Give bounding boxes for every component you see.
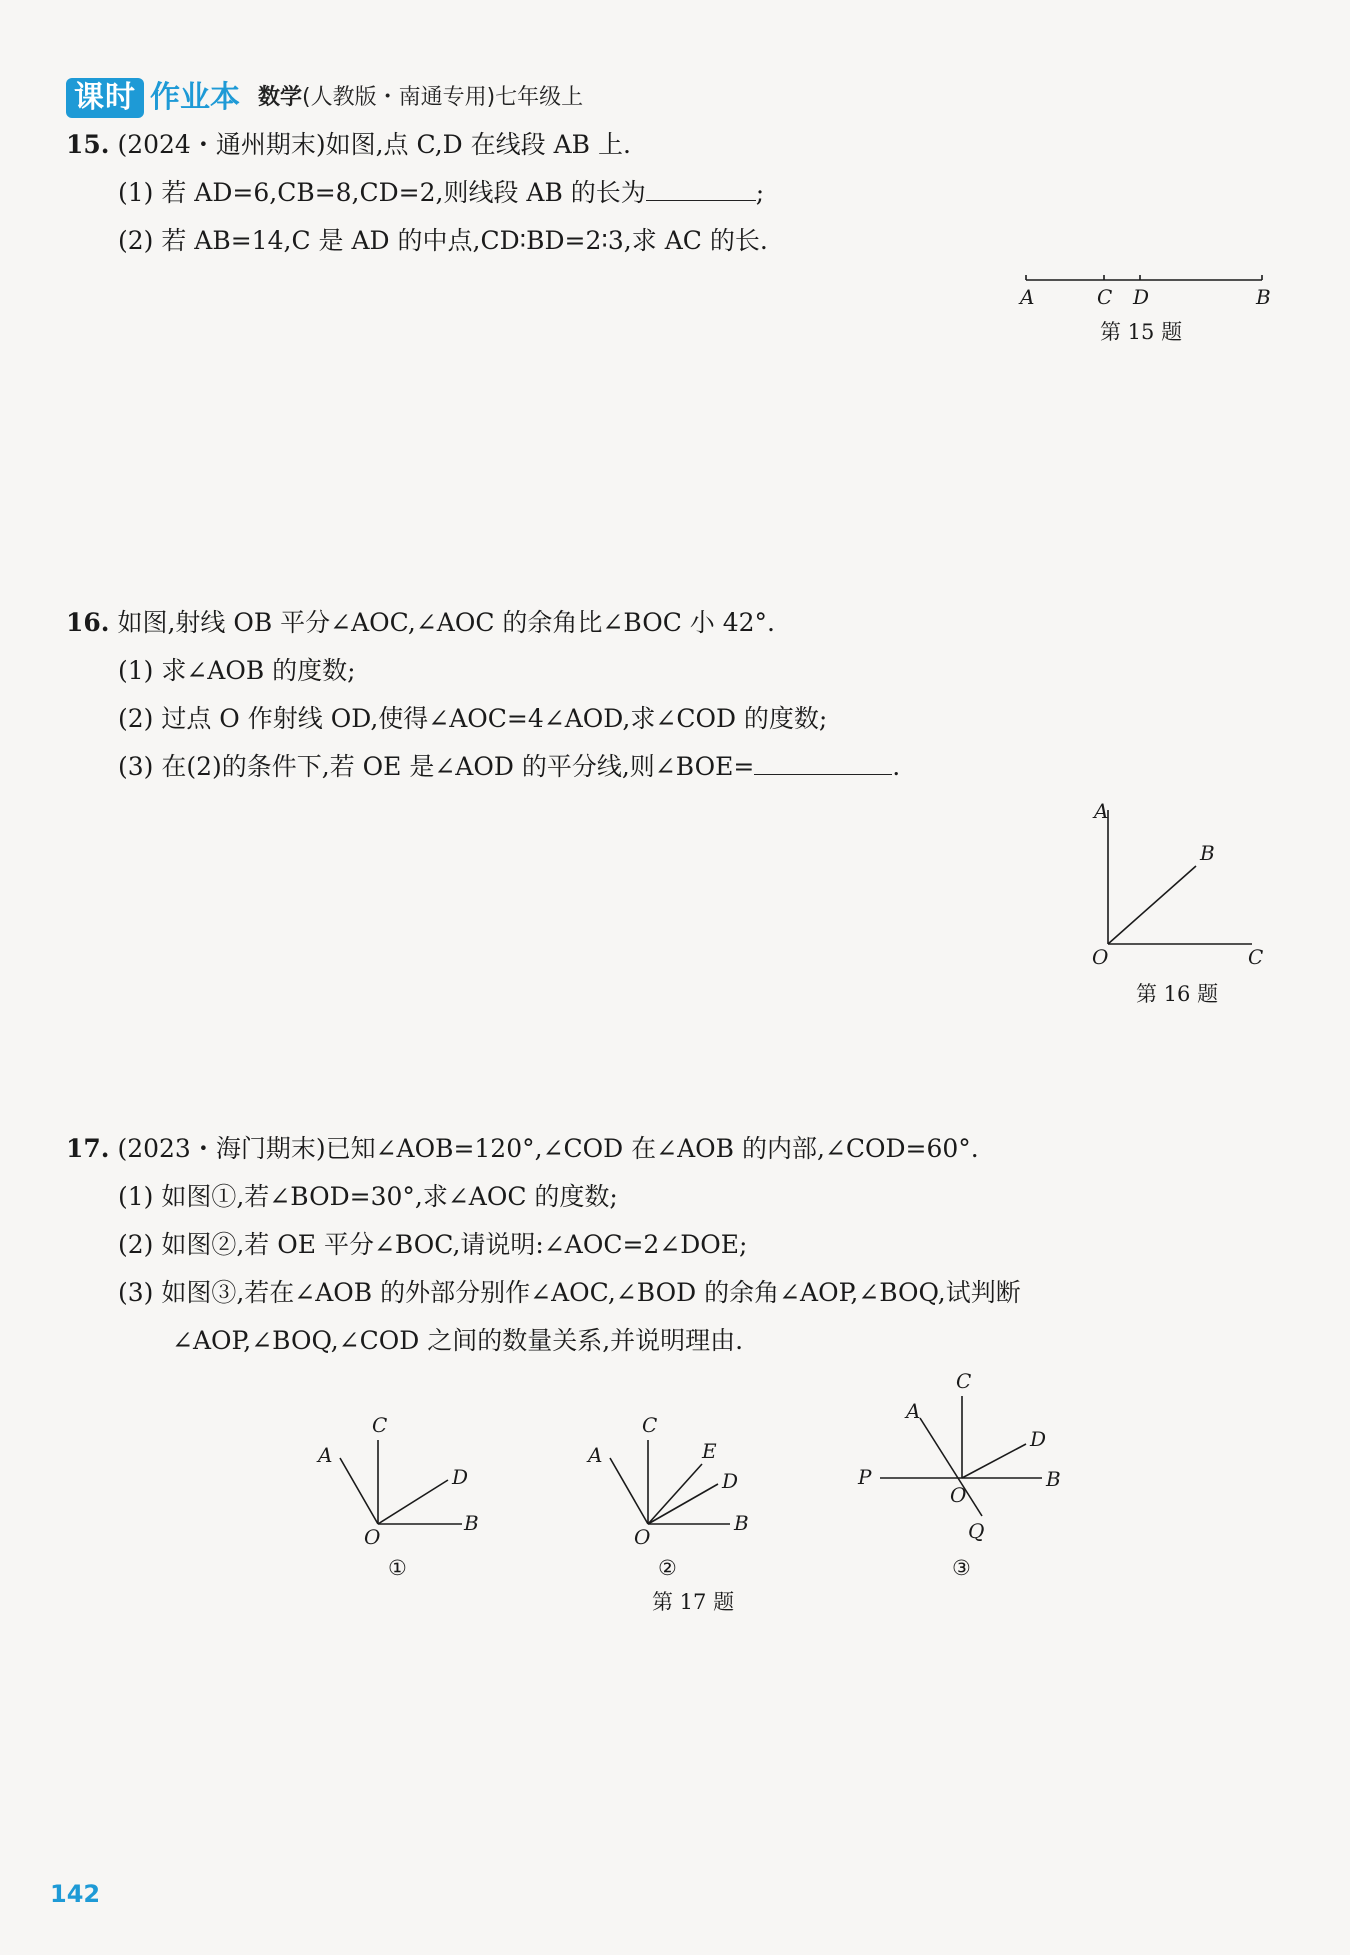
q17-figure-2	[580, 1410, 760, 1550]
q15-figure	[1010, 262, 1280, 312]
label-b: B	[1046, 1467, 1061, 1491]
label-b: B	[1256, 285, 1271, 309]
label-d: D	[452, 1465, 469, 1489]
label-a: A	[1094, 799, 1109, 823]
book-subtitle	[258, 78, 583, 118]
label-d: D	[1133, 285, 1150, 309]
q16-part1	[118, 654, 356, 688]
figure-1-caption: ①	[388, 1556, 407, 1580]
q17-stem-text: (2023・海门期末)已知∠AOB=120°,∠COD 在∠AOB 的内部,∠COD=60°.	[117, 1134, 979, 1163]
q17-figure-1	[310, 1410, 490, 1550]
q17-part2	[118, 1228, 747, 1262]
q17-figure-3	[850, 1366, 1080, 1546]
label-o: O	[950, 1483, 967, 1507]
q17-part3-text-cont: ∠AOP,∠BOQ,∠COD 之间的数量关系,并说明理由.	[172, 1326, 744, 1355]
q15-stem-text: (2024・通州期末)如图,点 C,D 在线段 AB 上.	[117, 130, 631, 159]
q16-caption: 第 16 题	[1136, 982, 1219, 1006]
label-q: Q	[968, 1519, 985, 1543]
q17-number: 17.	[66, 1134, 110, 1163]
brand-title: 作业本	[150, 80, 240, 115]
page-header	[66, 74, 583, 118]
q15-stem	[66, 128, 631, 162]
label-a: A	[588, 1443, 603, 1467]
q17-part2-text: (2) 如图②,若 OE 平分∠BOC,请说明:∠AOC=2∠DOE;	[118, 1230, 748, 1259]
answer-blank[interactable]	[754, 752, 892, 775]
label-d: D	[722, 1469, 739, 1493]
q17-caption: 第 17 题	[652, 1590, 735, 1614]
label-o: O	[634, 1525, 651, 1549]
q16-stem-text: 如图,射线 OB 平分∠AOC,∠AOC 的余角比∠BOC 小 42°.	[117, 608, 775, 637]
page-number: 142	[50, 1880, 101, 1908]
q16-part1-text: (1) 求∠AOB 的度数;	[118, 656, 356, 685]
q17-part3-cont	[172, 1324, 743, 1358]
q16-part3-end: .	[892, 752, 901, 781]
answer-blank[interactable]	[646, 178, 756, 201]
q15-part1	[118, 176, 764, 210]
q17-part1-text: (1) 如图①,若∠BOD=30°,求∠AOC 的度数;	[118, 1182, 618, 1211]
q17-part1	[118, 1180, 618, 1214]
figure-2-caption: ②	[658, 1556, 677, 1580]
figure-3-caption: ③	[952, 1556, 971, 1580]
label-p: P	[858, 1465, 872, 1489]
q16-part3-text: (3) 在(2)的条件下,若 OE 是∠AOD 的平分线,则∠BOE=	[118, 752, 755, 781]
label-d: D	[1030, 1427, 1047, 1451]
q15-part2	[118, 224, 768, 258]
label-c: C	[372, 1413, 388, 1437]
q15-part1-text: (1) 若 AD=6,CB=8,CD=2,则线段 AB 的长为	[118, 178, 646, 207]
q16-part3	[118, 750, 900, 784]
q16-part2	[118, 702, 827, 736]
label-e: E	[702, 1439, 717, 1463]
label-o: O	[364, 1525, 381, 1549]
q16-number: 16.	[66, 608, 110, 637]
label-a: A	[1020, 285, 1035, 309]
label-a: A	[906, 1399, 921, 1423]
q16-figure	[1080, 798, 1280, 978]
q15-part2-text: (2) 若 AB=14,C 是 AD 的中点,CD∶BD=2∶3,求 AC 的长.	[118, 226, 768, 255]
subject-label: 数学	[258, 85, 303, 110]
label-o: O	[1092, 945, 1109, 969]
edition-label: (人教版・南通专用)七年级上	[302, 85, 584, 110]
q17-part3	[118, 1276, 1021, 1310]
q16-part2-text: (2) 过点 O 作射线 OD,使得∠AOC=4∠AOD,求∠COD 的度数;	[118, 704, 828, 733]
q17-part3-text: (3) 如图③,若在∠AOB 的外部分别作∠AOC,∠BOD 的余角∠AOP,∠BOQ,试判断	[118, 1278, 1021, 1307]
label-b: B	[734, 1511, 749, 1535]
label-c: C	[1097, 285, 1113, 309]
q15-number: 15.	[66, 130, 110, 159]
label-c: C	[956, 1369, 972, 1393]
label-a: A	[318, 1443, 333, 1467]
q16-stem	[66, 606, 775, 640]
q15-part1-end: ;	[755, 178, 765, 207]
label-b: B	[464, 1511, 479, 1535]
label-b: B	[1200, 841, 1215, 865]
q15-caption: 第 15 题	[1100, 320, 1183, 344]
label-c: C	[1248, 945, 1264, 969]
q17-stem	[66, 1132, 979, 1166]
brand-logo: 课时	[66, 78, 144, 118]
label-c: C	[642, 1413, 658, 1437]
